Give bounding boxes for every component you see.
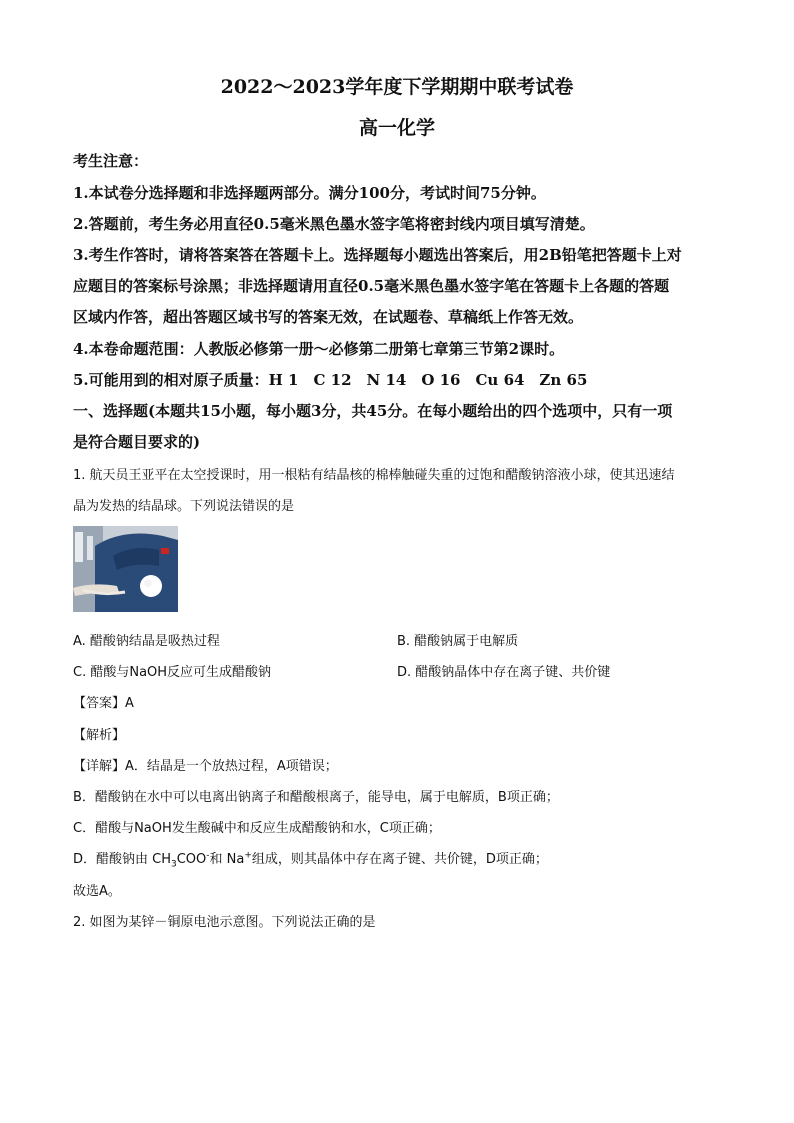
q1-detail-b: B．醋酸钠在水中可以电离出钠离子和醋酸根离子，能导电，属于电解质，B项正确； <box>73 790 559 805</box>
exam-subject: 高一化学 <box>358 117 435 139</box>
q1-analysis-heading: 【解析】 <box>73 728 126 743</box>
q1-detail-d-acetate: COO <box>176 852 207 867</box>
exam-title: 2022～2023学年度下学期期中联考试卷 <box>220 76 574 98</box>
q1-option-a: A. 醋酸钠结晶是吸热过程 <box>73 634 220 649</box>
q1-answer: 【答案】A <box>73 696 134 711</box>
photo-illustration <box>73 526 178 612</box>
q1-detail-d-superscript-minus: - <box>206 850 210 861</box>
q1-conclusion: 故选A。 <box>73 884 121 899</box>
note-item-2: 2.答题前，考生务必用直径0.5毫米黑色墨水签字笔将密封线内项目填写清楚。 <box>73 215 595 233</box>
section-heading-cont: 是符合题目要求的) <box>73 433 201 451</box>
q1-stem-line-1: 1. 航天员王亚平在太空授课时，用一根粘有结晶核的棉棒触碰失重的过饱和醋酸钠溶液小球，使其迅速结 <box>73 468 675 483</box>
note-item-1: 1.本试卷分选择题和非选择题两部分。满分100分，考试时间75分钟。 <box>73 184 546 202</box>
q1-detail-c: C．醋酸与NaOH发生酸碱中和反应生成醋酸钠和水，C项正确； <box>73 821 441 836</box>
q1-detail-a: 【详解】A．结晶是一个放热过程，A项错误； <box>73 759 338 774</box>
q1-detail-d-sodium: 和 Na <box>209 852 245 867</box>
section-heading: 一、选择题(本题共15小题，每小题3分，共45分。在每小题给出的四个选项中，只有一项 <box>73 402 673 420</box>
notes-heading: 考生注意： <box>73 152 149 170</box>
q1-detail-d <box>73 848 548 870</box>
q1-option-d: D. 醋酸钠晶体中存在离子键、共价键 <box>397 665 611 680</box>
q1-detail-d-end: 组成，则其晶体中存在离子键、共价键，D项正确； <box>251 852 548 867</box>
q1-option-b: B. 醋酸钠属于电解质 <box>397 634 519 649</box>
note-item-4: 4.本卷命题范围：人教版必修第一册～必修第二册第七章第三节第2课时。 <box>73 340 565 358</box>
note-item-5: 5.可能用到的相对原子质量：H 1 C 12 N 14 O 16 Cu 64 Zn 65 <box>73 371 588 389</box>
q1-detail-d-superscript-plus: + <box>244 850 252 861</box>
q1-detail-d-start: D．醋酸钠由 CH <box>73 852 171 867</box>
note-item-3-cont-2: 区域内作答，超出答题区域书写的答案无效，在试题卷、草稿纸上作答无效。 <box>73 308 584 326</box>
note-item-3: 3.考生作答时，请将答案答在答题卡上。选择题每小题选出答案后，用2B铅笔把答题卡上对 <box>73 246 682 264</box>
q1-option-c: C. 醋酸与NaOH反应可生成醋酸钠 <box>73 665 272 680</box>
astronaut-crystal-ball-photo <box>73 526 178 612</box>
q1-stem-line-2: 晶为发热的结晶球。下列说法错误的是 <box>73 499 295 514</box>
q2-stem: 2. 如图为某锌－铜原电池示意图。下列说法正确的是 <box>73 915 376 930</box>
q1-detail-d-subscript: 3 <box>171 859 177 870</box>
note-item-3-cont-1: 应题目的答案标号涂黑；非选择题请用直径0.5毫米黑色墨水签字笔在答题卡上各题的答题 <box>73 277 670 295</box>
